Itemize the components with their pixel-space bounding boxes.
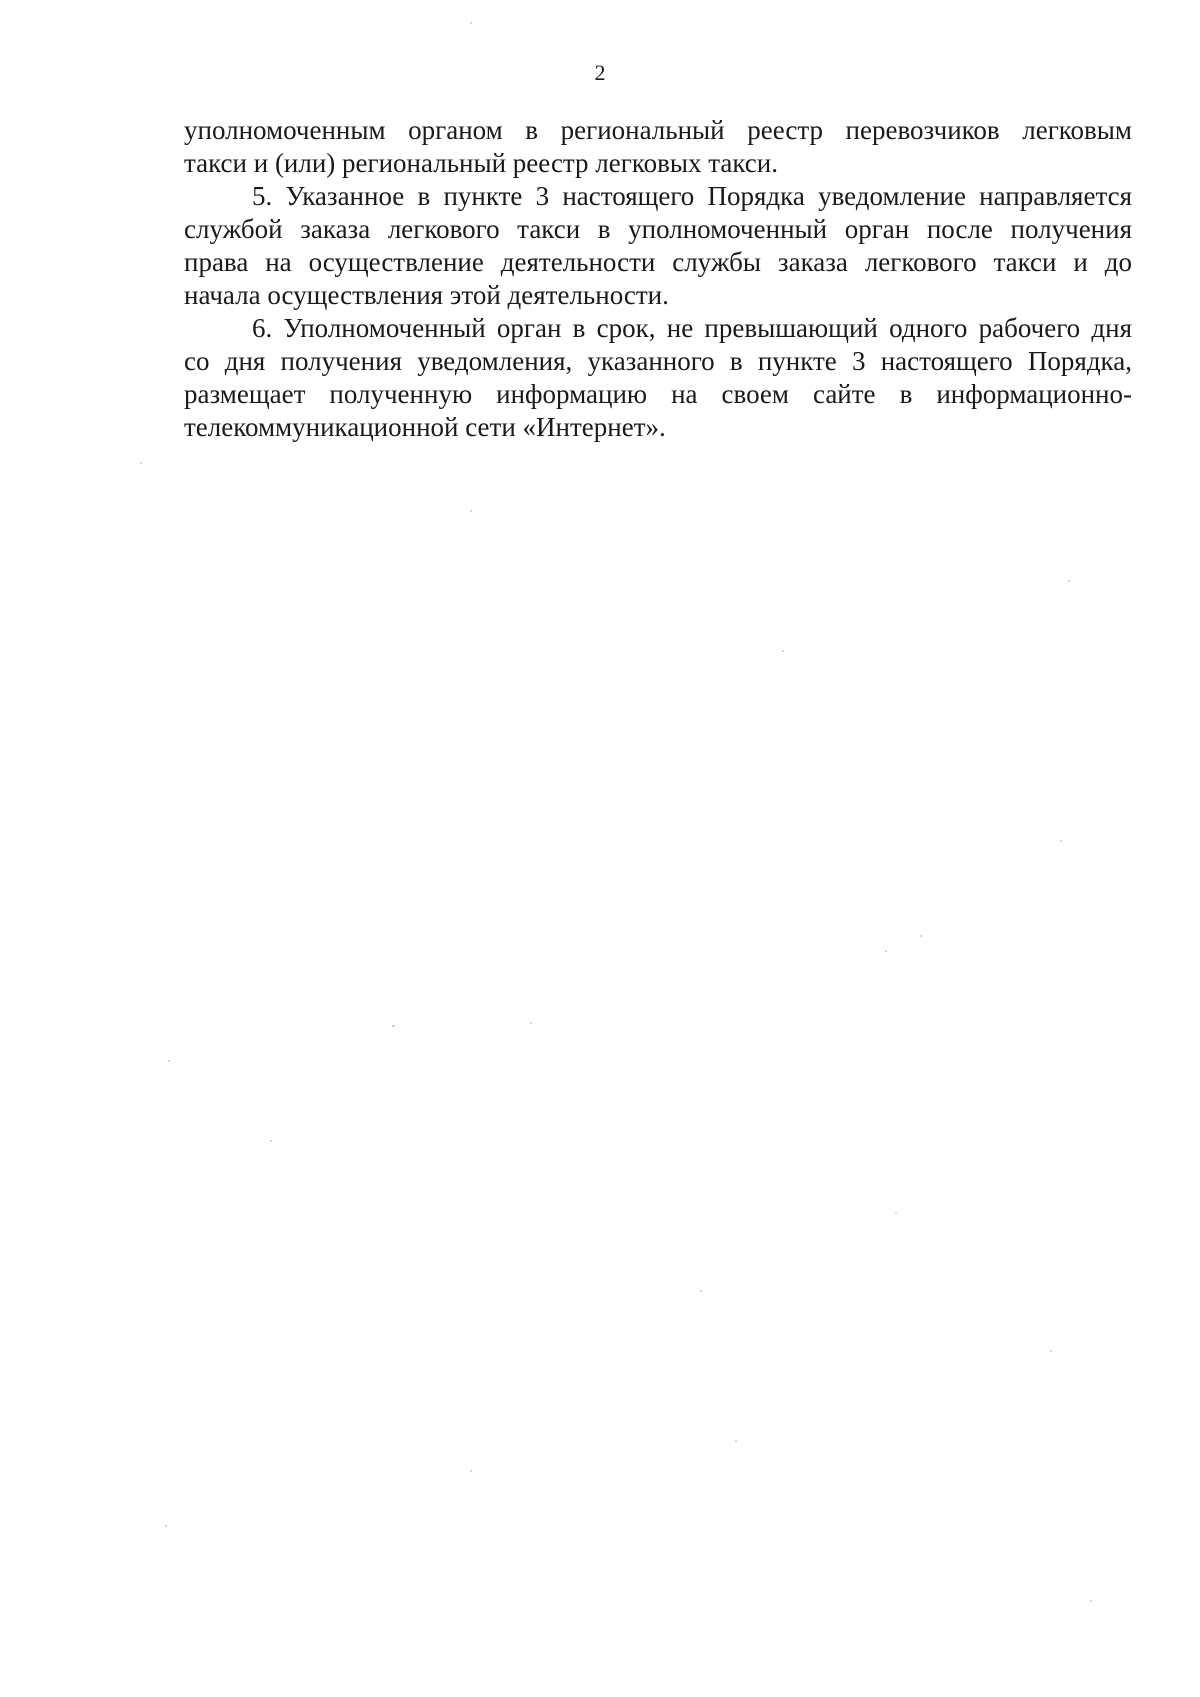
text-line: размещает полученную информацию на своем сайте в информационно- (184, 379, 1132, 409)
text-line: службой заказа легкового такси в уполномоченный орган после получения (184, 214, 1132, 244)
scan-speck (470, 1470, 472, 1472)
scan-speck (1050, 1350, 1052, 1352)
scan-speck (1060, 840, 1062, 842)
text-line: 5. Указанное в пункте 3 настоящего Порядка уведомление направляется (252, 181, 1132, 211)
text-line: начала осуществления этой деятельности. (184, 280, 669, 310)
document-body (184, 114, 1132, 444)
scan-speck (470, 510, 472, 512)
text-line: уполномоченным органом в региональный реестр перевозчиков легковым (184, 115, 1132, 145)
text-line: права на осуществление деятельности службы заказа легкового такси и до (184, 247, 1132, 277)
scan-speck (1068, 580, 1070, 582)
scan-speck (895, 1212, 897, 1214)
scan-speck (920, 935, 922, 937)
scan-speck (1090, 1600, 1092, 1602)
scan-speck (782, 650, 784, 652)
scan-speck (392, 1025, 395, 1027)
page-number: 2 (594, 60, 606, 85)
scan-speck (530, 1022, 532, 1024)
paragraph-6 (184, 312, 1132, 444)
paragraph-continuation (184, 114, 1132, 180)
scan-speck (700, 1290, 702, 1292)
scan-speck (168, 1060, 170, 1062)
text-line: со дня получения уведомления, указанного в пункте 3 настоящего Порядка, (184, 346, 1132, 376)
scan-speck (735, 1440, 737, 1442)
scan-speck (885, 950, 887, 952)
scan-speck (270, 1140, 272, 1142)
scan-speck (140, 462, 142, 464)
paragraph-5 (184, 180, 1132, 312)
text-line: телекоммуникационной сети «Интернет». (184, 412, 666, 442)
text-line: 6. Уполномоченный орган в срок, не превышающий одного рабочего дня (252, 313, 1132, 343)
text-line: такси и (или) региональный реестр легковых такси. (184, 148, 778, 178)
scan-speck (470, 22, 472, 24)
scan-speck (165, 1525, 167, 1527)
